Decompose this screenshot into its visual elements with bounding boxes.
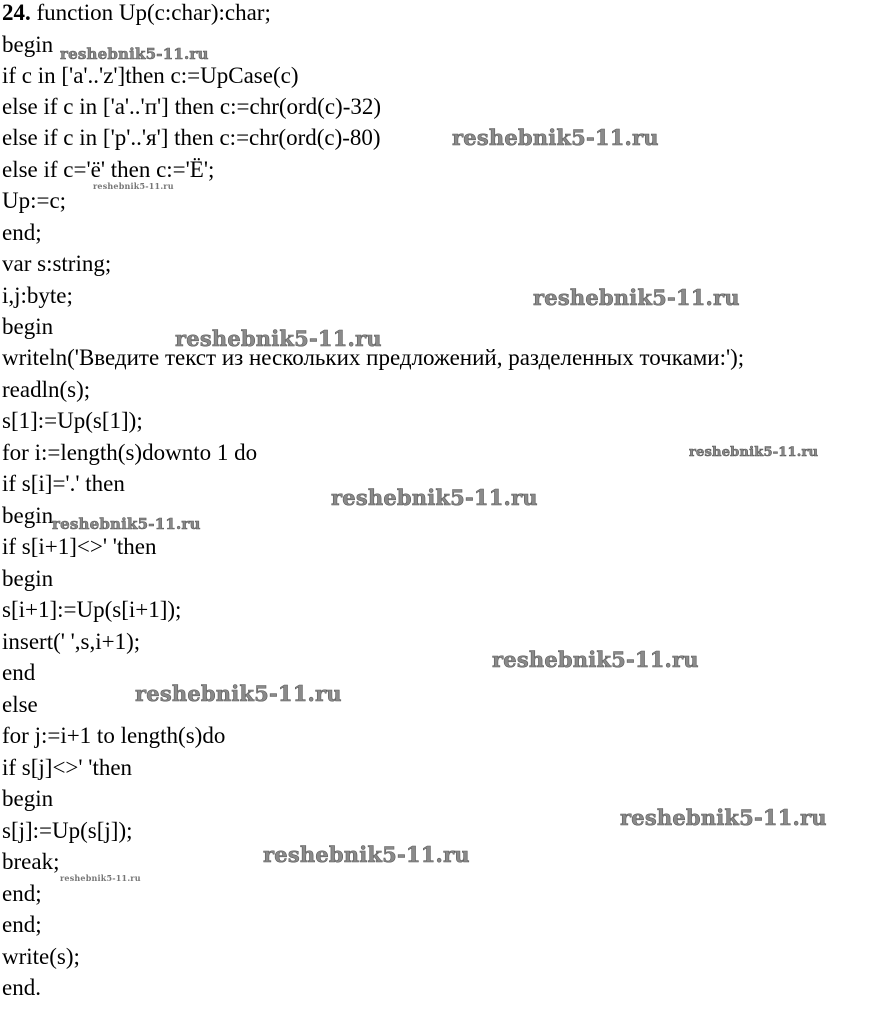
code-line-24: for j:=i+1 to length(s)do — [2, 723, 226, 748]
watermark: reshebnik5-11.ru — [452, 125, 659, 150]
code-line-16: if s[i]='.' then — [2, 471, 125, 496]
code-line-9: var s:string; — [2, 251, 112, 276]
code-line-14: s[1]:=Up(s[1]); — [2, 408, 143, 433]
code-line-23: else — [2, 692, 38, 717]
watermark: reshebnik5-11.ru — [689, 445, 819, 460]
code-text: function Up(c:char):char; — [36, 0, 271, 25]
watermark: reshebnik5-11.ru — [620, 805, 827, 830]
code-line-6: else if c='ё' then c:='Ё'; — [2, 157, 215, 182]
code-line-32: end. — [2, 975, 41, 1000]
watermark: reshebnik5-11.ru — [52, 515, 201, 533]
code-line-18: if s[i+1]<>' 'then — [2, 534, 157, 559]
code-line-19: begin — [2, 566, 54, 591]
code-line-25: if s[j]<>' 'then — [2, 755, 133, 780]
code-line-22: end — [2, 660, 36, 685]
watermark: reshebnik5-11.ru — [533, 285, 740, 310]
code-line-20: s[i+1]:=Up(s[i+1]); — [2, 597, 182, 622]
watermark: reshebnik5-11.ru — [60, 45, 209, 63]
watermark: reshebnik5-11.ru — [175, 326, 382, 351]
task-number: 24. — [2, 0, 31, 25]
code-line-8: end; — [2, 220, 42, 245]
code-line-5: else if c in ['р'..'я'] then c:=chr(ord(c)-80) — [2, 125, 381, 150]
code-line-27: s[j]:=Up(s[j]); — [2, 818, 133, 843]
watermark: reshebnik5-11.ru — [93, 181, 174, 191]
code-line-7: Up:=c; — [2, 188, 67, 213]
code-line-10: i,j:byte; — [2, 283, 73, 308]
watermark: reshebnik5-11.ru — [492, 647, 699, 672]
code-line-30: end; — [2, 912, 42, 937]
code-line-12: writeln('Введите текст из нескольких предложений, разделенных точками:'); — [2, 345, 745, 370]
watermark: reshebnik5-11.ru — [60, 873, 141, 883]
code-line-21: insert(' ',s,i+1); — [2, 629, 141, 654]
code-line-31: write(s); — [2, 944, 80, 969]
code-line-11: begin — [2, 314, 54, 339]
watermark: reshebnik5-11.ru — [135, 681, 342, 706]
code-line-1 — [2, 0, 271, 28]
watermark: reshebnik5-11.ru — [331, 485, 538, 510]
code-line-3: if c in ['a'..'z']then c:=UpCase(c) — [2, 63, 299, 88]
code-line-15: for i:=length(s)downto 1 do — [2, 440, 258, 465]
code-line-26: begin — [2, 786, 54, 811]
code-line-13: readln(s); — [2, 377, 91, 402]
code-line-28: break; — [2, 849, 60, 874]
code-line-2: begin — [2, 32, 54, 57]
code-line-4: else if c in ['а'..'п'] then c:=chr(ord(c)-32) — [2, 94, 382, 119]
watermark: reshebnik5-11.ru — [263, 842, 470, 867]
code-line-29: end; — [2, 881, 42, 906]
code-line-17: begin — [2, 503, 54, 528]
